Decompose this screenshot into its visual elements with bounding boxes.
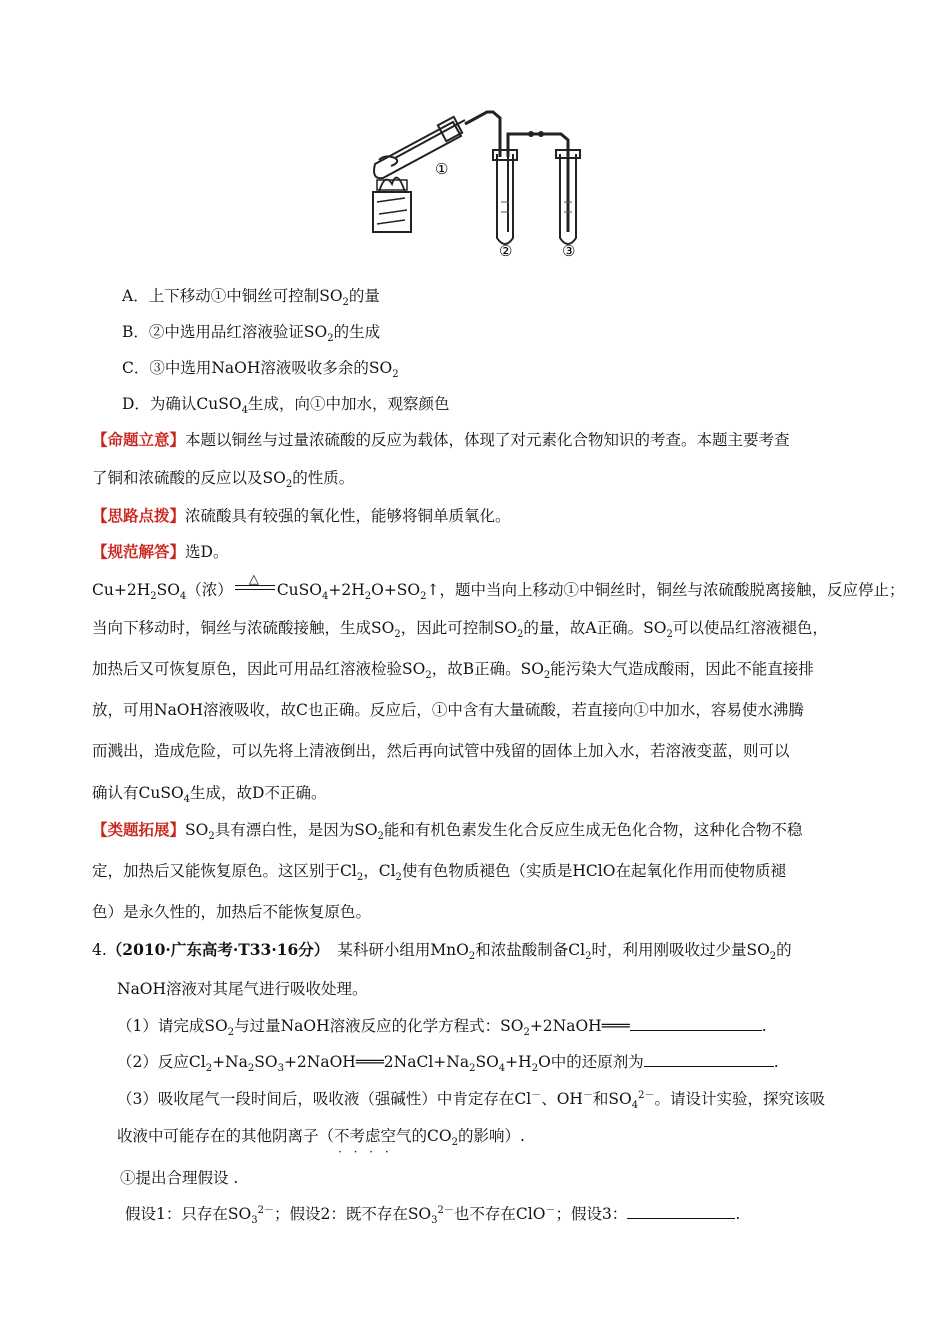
answer-blank-3[interactable]: [627, 1204, 735, 1219]
emphasis-text: 不考虑 · · · ·: [334, 1127, 381, 1145]
q4-source: （2010·广东高考·T33·16分）: [106, 940, 330, 959]
figure-label-2: ②: [499, 242, 513, 257]
option-a: A．上下移动①中铜丝可控制$SO_2$的量: [122, 287, 380, 309]
q4-part-1: （1）请完成$SO_2$与过量NaOH溶液反应的化学方程式：$SO_2+2NaOH═══$ .: [117, 1017, 767, 1039]
option-d: D．为确认CuSO$_4$生成，向①中加水，观察颜色: [122, 395, 450, 417]
intent-line-2: 了铜和浓硫酸的反应以及$SO_2$的性质。: [92, 469, 355, 491]
extend-line-3: 色）是永久性的，加热后不能恢复原色。: [92, 903, 372, 921]
hint-line: 【思路点拨】浓硫酸具有较强的氧化性，能够将铜单质氧化。: [92, 506, 511, 525]
extend-line-1: 【类题拓展】$SO_2$具有漂白性，是因为$SO_2$能和有机色素发生化合反应生成无色化合物，这种化合物不稳: [92, 820, 803, 843]
option-b: B．②中选用品红溶液验证$SO_2$的生成: [122, 323, 381, 345]
answer-blank-2[interactable]: [644, 1052, 774, 1067]
explain-line-2: 当向下移动时，铜丝与浓硫酸接触，生成$SO_2$，因此可控制$SO_2$的量，故A正确。$SO_2$可以使品红溶液褪色，: [92, 619, 828, 641]
explain-line-4: 放，可用NaOH溶液吸收，故C也正确。反应后，①中含有大量硫酸，若直接向①中加水，容易使水沸腾: [92, 701, 804, 719]
explain-line-1: $Cu+2H_2SO_4$（浓） △ $CuSO_4+2H_2O+SO_2↑$，题中当向上移动①中铜丝时，铜丝与浓硫酸脱离接触，反应停止；: [92, 572, 905, 603]
option-c: C．③中选用NaOH溶液吸收多余的$SO_2$: [122, 359, 399, 381]
hint-tag: 【思路点拨】: [92, 506, 186, 525]
answer-line: 【规范解答】选D。: [92, 542, 229, 561]
q4-line-2: NaOH溶液对其尾气进行吸收处理。: [117, 980, 368, 998]
explain-line-6: 确认有CuSO$_4$生成，故D不正确。: [92, 784, 327, 806]
figure-label-1: ①: [435, 160, 449, 178]
answer-blank-1[interactable]: [630, 1016, 762, 1031]
hypothesis-line: 假设1：只存在$SO_3^{2-}$；假设2：既不存在$SO_3^{2-}$也不存在ClO－；假设3： .: [125, 1204, 741, 1227]
figure-label-3: ③: [562, 242, 576, 257]
q4-part-2: （2）反应$Cl_2+Na_2SO_3+2NaOH═══2NaCl+Na_2SO_4+H_2O$中的还原剂为 .: [117, 1053, 779, 1075]
q4-part-3-cont: 收液中可能存在的其他阴离子（不考虑 · · · ·空气的$CO_2$的影响）.: [117, 1125, 525, 1147]
apparatus-figure: [365, 102, 595, 257]
extend-tag: 【类题拓展】: [92, 820, 186, 839]
explain-line-5: 而溅出，造成危险，可以先将上清液倒出，然后再向试管中残留的固体上加入水，若溶液变蓝，则可以: [92, 742, 790, 760]
extend-line-2: 定，加热后又能恢复原色。这区别于$Cl_2$，$Cl_2$使有色物质褪色（实质是HClO在起氧化作用而使物质褪: [92, 862, 786, 884]
test-tube-2: [497, 154, 513, 244]
heat-arrow-symbol: △: [235, 579, 275, 595]
intent-line-1: 【命题立意】本题以铜丝与过量浓硫酸的反应为载体，体现了对元素化合物知识的考查。本题主要考查: [92, 430, 790, 449]
q4-line-1: 4.（2010·广东高考·T33·16分） 某科研小组用MnO$_2$和浓盐酸制备$Cl_2$时，利用刚吸收过少量$SO_2$的: [92, 940, 792, 963]
intent-tag: 【命题立意】: [92, 430, 186, 449]
answer-tag: 【规范解答】: [92, 542, 186, 561]
explain-line-3: 加热后又可恢复原色，因此可用品红溶液检验$SO_2$，故B正确。$SO_2$能污染大气造成酸雨，因此不能直接排: [92, 660, 814, 682]
hypothesis-title: ①提出合理假设 .: [120, 1169, 239, 1187]
q4-part-3: （3）吸收尾气一段时间后，吸收液（强碱性）中肯定存在Cl－、OH－和$SO_4^{2-}$。请设计实验，探究该吸: [117, 1089, 826, 1112]
